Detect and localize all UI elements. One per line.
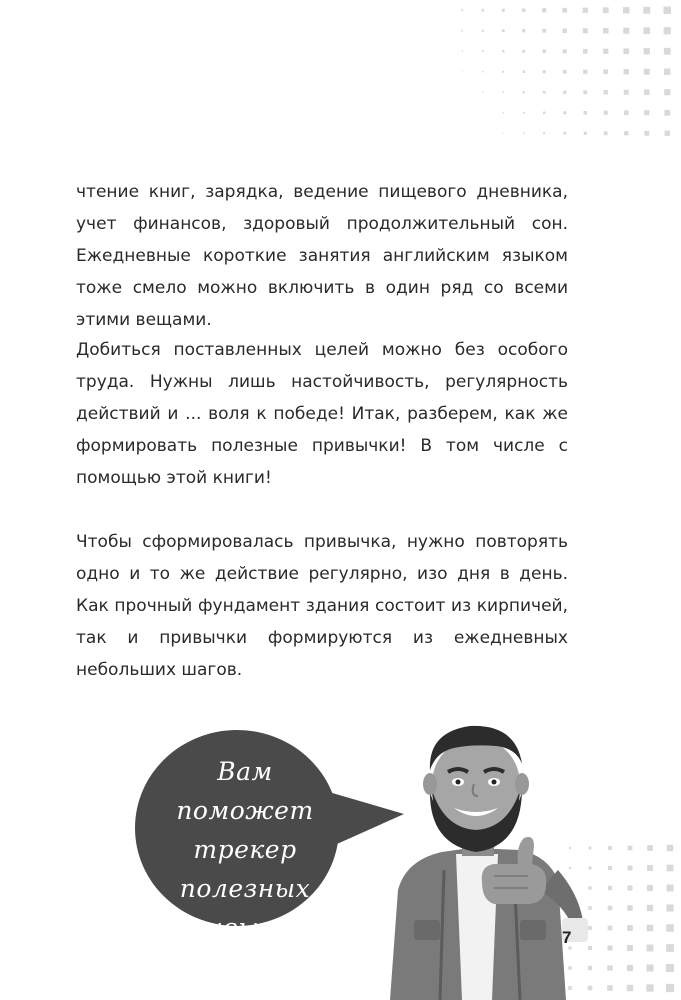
- decor-dot: [667, 865, 674, 872]
- bearded-man-thumbs-up-illustration: [370, 720, 600, 1000]
- decor-dot: [628, 866, 633, 871]
- decor-dot: [623, 28, 629, 34]
- decor-dot: [647, 885, 653, 891]
- decor-dot: [502, 71, 504, 73]
- decor-dot: [608, 866, 612, 870]
- decor-dot: [563, 132, 566, 135]
- decor-dot: [563, 91, 566, 94]
- decor-dot: [607, 965, 612, 970]
- decor-dot: [647, 945, 654, 952]
- decor-dot: [522, 29, 525, 32]
- decor-dot: [643, 7, 650, 14]
- decor-dot: [603, 7, 609, 13]
- decor-dot: [644, 69, 650, 75]
- decor-dot: [522, 50, 525, 53]
- decor-dot: [664, 89, 670, 95]
- decor-dot: [647, 865, 653, 871]
- decor-dot: [607, 945, 612, 950]
- decor-dot: [664, 48, 671, 55]
- decor-dot: [563, 29, 567, 33]
- decor-dot: [604, 131, 608, 135]
- decor-dot: [644, 48, 650, 54]
- decor-dot: [608, 846, 612, 850]
- decor-dot: [664, 110, 670, 116]
- decor-dot: [647, 845, 653, 851]
- decor-dot: [603, 28, 609, 34]
- decor-dot: [666, 904, 673, 911]
- bubble-line-4: привычек!: [173, 913, 317, 942]
- decor-dot: [608, 886, 612, 890]
- decor-dot: [624, 131, 628, 135]
- decor-dot: [627, 885, 632, 890]
- decor-dot: [664, 7, 672, 15]
- decor-dot: [502, 29, 505, 32]
- decor-dot: [562, 8, 567, 13]
- decor-dot: [563, 70, 567, 74]
- decor-dot: [542, 29, 546, 33]
- decor-dot: [584, 132, 587, 135]
- decor-dot: [543, 132, 545, 134]
- decor-dot: [542, 8, 546, 12]
- decor-dot: [543, 70, 546, 73]
- decor-dot: [462, 92, 463, 93]
- paragraph-1: чтение книг, зарядка, ведение пищевого дневника, учет финансов, здоровый продолжительный сон. Ежедневные короткие занятия английским языком тоже смело можно включить в один ряд со всеми этими вещами.: [76, 182, 568, 330]
- decor-dot: [627, 965, 633, 971]
- decor-dot: [583, 90, 587, 94]
- decor-dot: [627, 905, 632, 910]
- decor-dot: [583, 49, 588, 54]
- decor-dot: [664, 69, 670, 75]
- decor-dot: [462, 71, 463, 72]
- decor-dot: [608, 906, 613, 911]
- decor-dot: [646, 984, 653, 991]
- decor-dot: [461, 9, 463, 11]
- decor-dot: [623, 48, 629, 54]
- decor-dot: [666, 924, 674, 932]
- decor-dot: [623, 7, 629, 13]
- decor-dot: [543, 91, 546, 94]
- decor-dot: [522, 8, 526, 12]
- bubble-line-1: Вам: [217, 757, 273, 786]
- decor-dot: [644, 131, 649, 136]
- decor-dot: [627, 985, 633, 991]
- decor-dot: [503, 133, 504, 134]
- decor-dot: [644, 89, 650, 95]
- decor-dot: [643, 27, 650, 34]
- decor-dot: [666, 984, 674, 992]
- decor-dot: [627, 925, 633, 931]
- decor-dot: [583, 8, 588, 13]
- decor-dot: [624, 69, 629, 74]
- paragraph-3: Чтобы сформировалась привычка, нужно повторять одно и то же действие регулярно, изо дня в день. Как прочный фундамент здания состоит из кирпичей, так и привычки формируются из ежедневных небольших шагов.: [76, 532, 568, 680]
- decor-dot: [482, 30, 484, 32]
- decor-dot: [482, 50, 484, 52]
- decor-dot: [647, 905, 653, 911]
- decor-dot: [583, 28, 588, 33]
- decor-dot: [461, 30, 463, 32]
- decor-dot: [523, 91, 525, 93]
- speech-bubble-text: [150, 752, 340, 947]
- decor-dot: [666, 944, 674, 952]
- decor-dot: [482, 112, 483, 113]
- decor-dot: [604, 111, 608, 115]
- page-number: 7: [562, 928, 572, 947]
- decor-dot: [604, 90, 608, 94]
- decor-dot: [666, 964, 674, 972]
- decor-dot: [522, 70, 525, 73]
- decor-dot: [608, 926, 613, 931]
- decor-dot: [627, 945, 633, 951]
- decor-dot: [646, 964, 653, 971]
- paragraph-2: Добиться поставленных целей можно без особого труда. Нужны лишь настойчивость, регулярность действий и ... воля к победе! Итак, разберем, как же формировать полезные привычки! В том числе с помощью этой книги!: [76, 340, 568, 488]
- decor-dot: [647, 925, 654, 932]
- decor-dot: [664, 27, 671, 34]
- decor-dot: [624, 90, 629, 95]
- decor-dot: [628, 846, 633, 851]
- decor-dot: [502, 91, 504, 93]
- decor-dot: [603, 49, 608, 54]
- decor-dot: [523, 112, 525, 114]
- decor-dot: [607, 985, 613, 991]
- decor-dot: [563, 111, 566, 114]
- decor-dot: [665, 131, 670, 136]
- decor-dot: [481, 9, 484, 12]
- decor-dot: [482, 71, 484, 73]
- decor-dot: [523, 132, 525, 134]
- decor-dot: [667, 845, 674, 852]
- decor-dot: [644, 110, 649, 115]
- bubble-line-2: поможет: [176, 796, 314, 825]
- decor-dot: [482, 92, 483, 93]
- decor-dot: [502, 50, 504, 52]
- decor-dot: [603, 69, 608, 74]
- decor-dot: [543, 112, 545, 114]
- decor-dot: [624, 110, 629, 115]
- dot-grid-top: [452, 0, 681, 140]
- decor-dot: [667, 885, 674, 892]
- decor-dot: [563, 49, 567, 53]
- decor-dot: [503, 112, 504, 113]
- decor-dot: [583, 111, 587, 115]
- decor-dot: [583, 70, 587, 74]
- decor-dot: [543, 50, 547, 54]
- decor-dot: [502, 9, 505, 12]
- bubble-line-3: трекер полезных: [179, 835, 311, 903]
- decor-dot: [462, 51, 463, 52]
